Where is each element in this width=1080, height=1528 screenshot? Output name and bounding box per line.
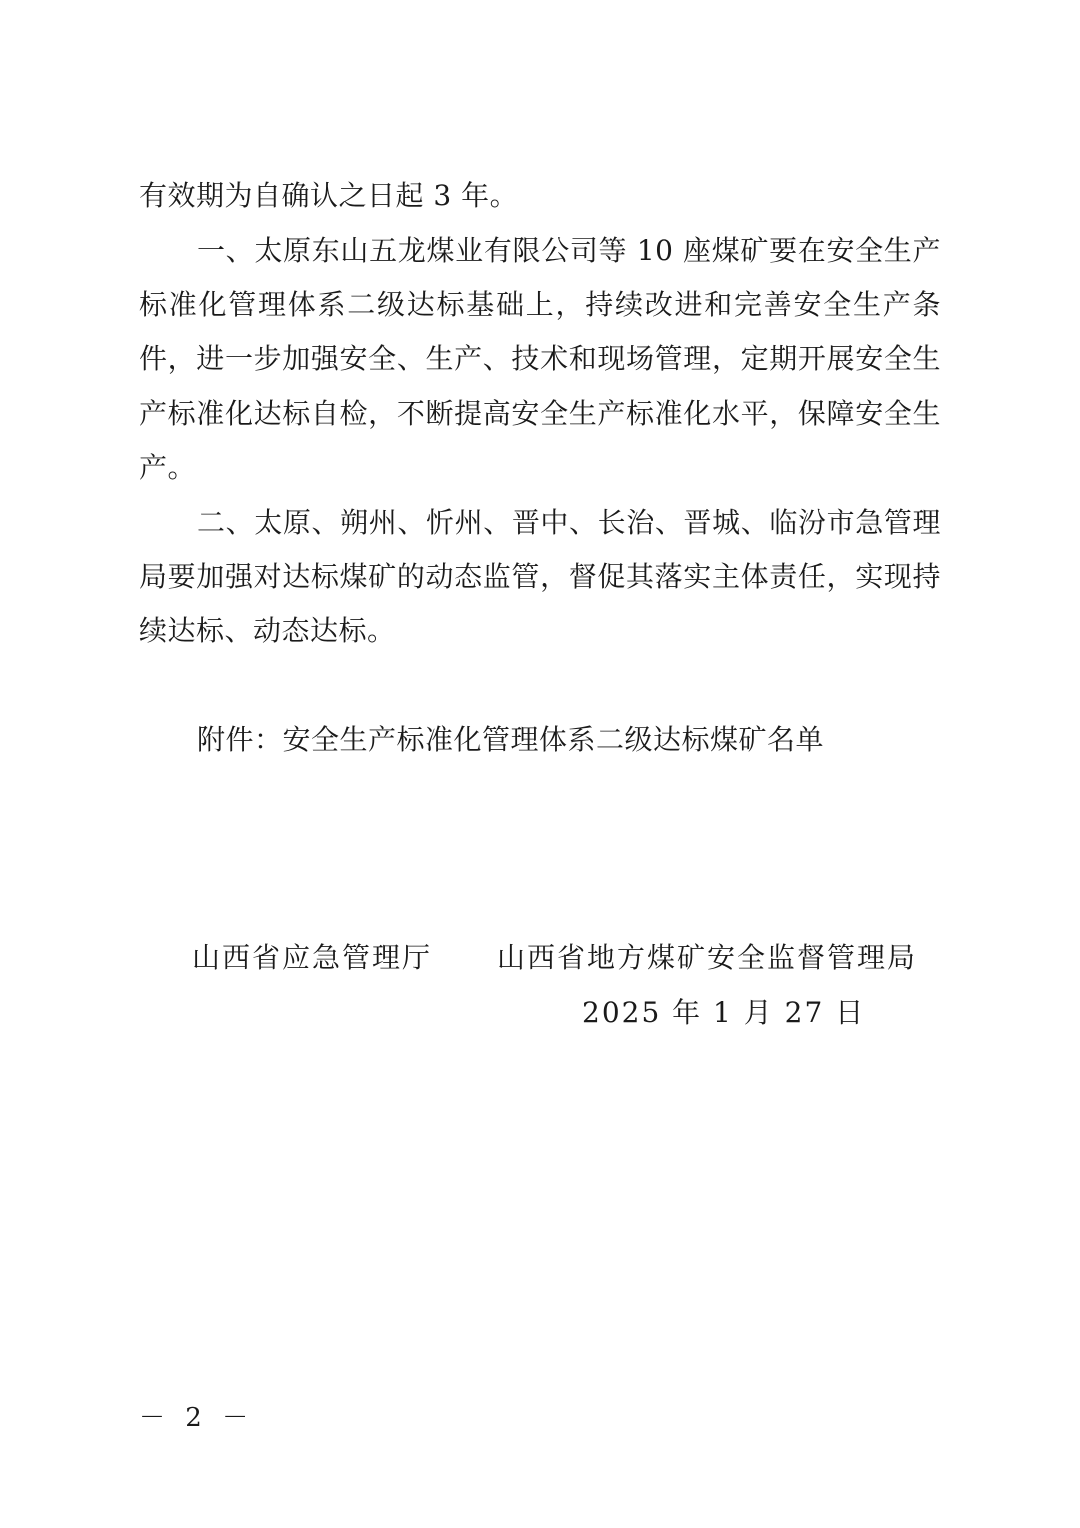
paragraph-2-line-1: 二、太原、朔州、忻州、晋中、长治、晋城、临汾市急管理 (197, 506, 941, 539)
paragraph-2-line-3: 续达标、动态达标。 (139, 614, 396, 647)
paragraph-1-line-4: 产标准化达标自检，不断提高安全生产标准化水平，保障安全生 (139, 397, 941, 430)
paragraph-1-line-2: 标准化管理体系二级达标基础上，持续改进和完善安全生产条 (139, 288, 941, 321)
body-line-1: 有效期为自确认之日起 3 年。 (139, 179, 519, 212)
paragraph-1-line-5: 产。 (139, 451, 197, 484)
paragraph-1-line-1: 一、太原东山五龙煤业有限公司等 10 座煤矿要在安全生产 (197, 234, 941, 267)
paragraph-1-line-3: 件，进一步加强安全、生产、技术和现场管理，定期开展安全生 (139, 342, 941, 375)
page-number: － 2 － (139, 1403, 255, 1433)
attachment-line: 附件：安全生产标准化管理体系二级达标煤矿名单 (197, 723, 825, 756)
issuer-coal-mine-bureau: 山西省地方煤矿安全监督管理局 (497, 941, 918, 974)
issuer-emergency-department: 山西省应急管理厅 (192, 941, 433, 974)
issue-date: 2025 年 1 月 27 日 (582, 996, 866, 1029)
paragraph-2-line-2: 局要加强对达标煤矿的动态监管，督促其落实主体责任，实现持 (139, 560, 941, 593)
